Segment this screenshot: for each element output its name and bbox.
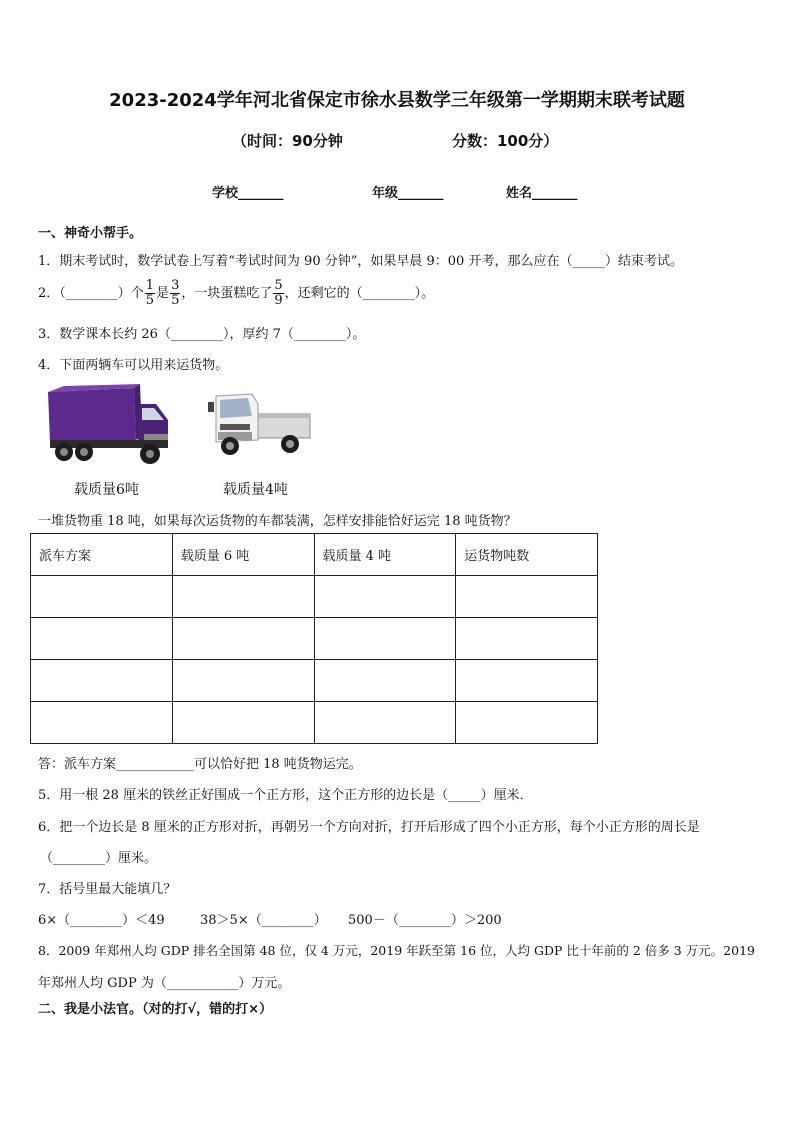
table-cell[interactable] xyxy=(172,660,314,702)
question-7b: 38＞5×（________） xyxy=(200,913,327,928)
plan-table xyxy=(30,533,598,744)
table-header-cell: 载质量 6 吨 xyxy=(172,534,314,576)
question-7c: 500－（________）＞200 xyxy=(348,913,502,928)
fraction-5-9: $\frac{5}{9}$ xyxy=(274,278,283,308)
table-header-cell: 载质量 4 吨 xyxy=(314,534,456,576)
question-4: 4．下面两辆车可以用来运货物。 xyxy=(38,358,229,373)
question-3: 3．数学课本长约 26（________），厚约 7（________）。 xyxy=(38,327,366,342)
question-4-text: 一堆货物重 18 吨，如果每次运货物的车都装满，怎样安排能恰好运完 18 吨货物？ xyxy=(38,514,517,529)
page-title: 2023-2024学年河北省保定市徐水县数学三年级第一学期期末联考试题 xyxy=(109,90,685,111)
question-7a: 6×（________）＜49 xyxy=(38,913,165,928)
box-truck-image xyxy=(44,384,174,466)
table-cell[interactable] xyxy=(31,660,173,702)
section2-heading: 二、我是小法官。（对的打√，错的打×） xyxy=(38,1002,273,1017)
table-cell[interactable] xyxy=(314,660,456,702)
answer-line: 答：派车方案____________可以恰好把 18 吨货物运完。 xyxy=(38,757,362,772)
table-cell[interactable] xyxy=(31,576,173,618)
grade-field: 年级_______ xyxy=(372,186,444,201)
table-cell[interactable] xyxy=(172,618,314,660)
school-field: 学校_______ xyxy=(212,186,284,201)
table-cell[interactable] xyxy=(456,618,598,660)
question-5: 5．用一根 28 厘米的铁丝正好围成一个正方形，这个正方形的边长是（_____）厘米． xyxy=(38,788,533,803)
table-row xyxy=(31,702,598,744)
table-cell[interactable] xyxy=(31,618,173,660)
fraction-3-5: $\frac{3}{5}$ xyxy=(171,278,180,308)
flatbed-truck-image xyxy=(202,388,314,460)
table-cell[interactable] xyxy=(314,702,456,744)
table-cell[interactable] xyxy=(314,618,456,660)
table-header-cell: 运货物吨数 xyxy=(456,534,598,576)
exam-time: （时间：90分钟 xyxy=(232,132,343,150)
question-2-suffix: ，还剩它的（________）。 xyxy=(284,286,435,301)
table-row xyxy=(31,660,598,702)
table-cell[interactable] xyxy=(456,576,598,618)
table-row xyxy=(31,618,598,660)
question-7: 7．括号里最大能填几？ xyxy=(38,882,177,897)
table-row xyxy=(31,576,598,618)
question-8: 8．2009 年郑州人均 GDP 排名全国第 48 位，仅 4 万元，2019 年跃至第 16 位，人均 GDP 比十年前的 2 倍多 3 万元。2019 xyxy=(38,943,755,958)
question-2-mid2: ，一块蛋糕吃了 xyxy=(181,286,273,301)
question-2-prefix: 2．（________）个 xyxy=(38,286,144,301)
table-cell[interactable] xyxy=(172,702,314,744)
question-2 xyxy=(38,277,434,311)
table-cell[interactable] xyxy=(172,576,314,618)
table-header-cell: 派车方案 xyxy=(31,534,173,576)
question-2-mid1: 是 xyxy=(156,286,170,301)
table-cell[interactable] xyxy=(31,702,173,744)
fraction-1-5: $\frac{1}{5}$ xyxy=(145,278,155,308)
question-1: 1．期末考试时，数学试卷上写着“考试时间为 90 分钟”，如果早晨 9：00 开考，那么应在（_____）结束考试。 xyxy=(38,254,683,269)
table-cell[interactable] xyxy=(456,660,598,702)
truck2-caption: 载质量4吨 xyxy=(223,482,288,498)
table-cell[interactable] xyxy=(314,576,456,618)
question-8-blank: 年郑州人均 GDP 为（___________）万元。 xyxy=(38,976,291,991)
section1-heading: 一、神奇小帮手。 xyxy=(38,226,143,241)
name-field: 姓名_______ xyxy=(506,186,578,201)
table-cell[interactable] xyxy=(456,702,598,744)
exam-score: 分数：100分） xyxy=(452,132,559,150)
question-6-blank: （________）厘米。 xyxy=(40,851,158,866)
table-header-row xyxy=(31,534,598,576)
question-6: 6．把一个边长是 8 厘米的正方形对折，再朝另一个方向对折，打开后形成了四个小正方形，每个小正方形的周长是 xyxy=(38,820,700,835)
truck1-caption: 载质量6吨 xyxy=(74,482,139,498)
